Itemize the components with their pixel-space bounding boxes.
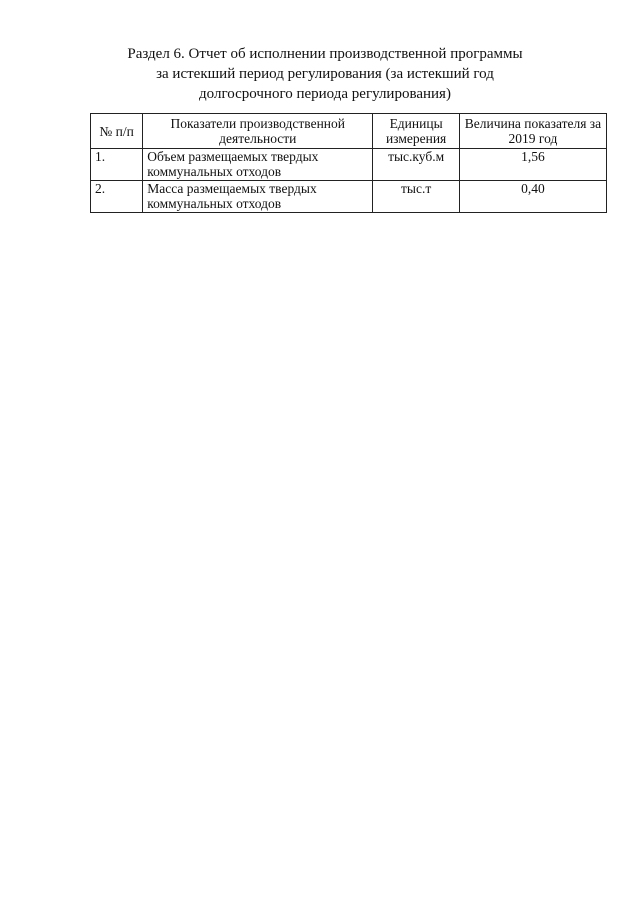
row-number: 2.: [91, 181, 143, 213]
heading-line-1: Раздел 6. Отчет об исполнении производственной программы: [127, 46, 523, 62]
production-program-table: [90, 113, 607, 213]
row-number: 1.: [91, 149, 143, 181]
header-value: Величина показателя за 2019 год: [459, 114, 606, 149]
row-unit: тыс.т: [373, 181, 460, 213]
heading-line-3: долгосрочного периода регулирования): [199, 86, 451, 102]
row-indicator: Объем размещаемых твердых коммунальных отходов: [143, 149, 373, 181]
row-value: 0,40: [459, 181, 606, 213]
table-row: [91, 181, 607, 213]
header-number: № п/п: [91, 114, 143, 149]
header-unit: Единицы измерения: [373, 114, 460, 149]
table-row: [91, 149, 607, 181]
row-unit: тыс.куб.м: [373, 149, 460, 181]
table-header-row: [91, 114, 607, 149]
header-indicator: Показатели производственной деятельности: [143, 114, 373, 149]
row-value: 1,56: [459, 149, 606, 181]
row-indicator: Масса размещаемых твердых коммунальных отходов: [143, 181, 373, 213]
section-heading: [60, 44, 590, 104]
heading-line-2: за истекший период регулирования (за истекший год: [156, 66, 494, 82]
